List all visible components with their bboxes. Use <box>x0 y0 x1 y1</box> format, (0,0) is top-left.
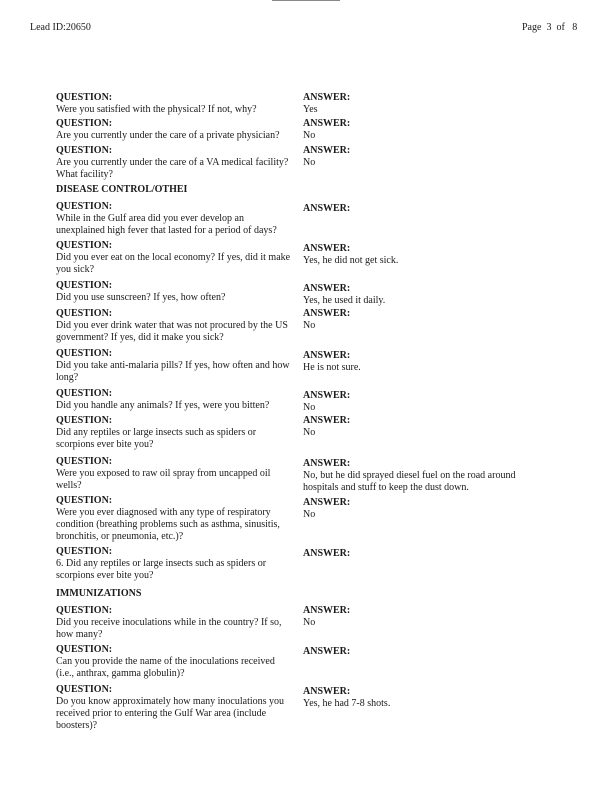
question-label: QUESTION: <box>56 201 113 212</box>
question-text: Are you currently under the care of a VA medical facility? What facility? <box>56 157 289 180</box>
question-label: QUESTION: <box>56 348 113 359</box>
answer-label: ANSWER: <box>303 350 351 361</box>
page-word: Page <box>522 22 542 33</box>
question-block <box>56 308 291 344</box>
section-heading-disease-control: DISEASE CONTROL/OTHEI <box>56 184 188 195</box>
question-text: Were you satisfied with the physical? If not, why? <box>56 104 257 115</box>
question-label: QUESTION: <box>56 145 113 156</box>
question-text: While in the Gulf area did you ever develop an unexplained high fever that lasted for a period of days? <box>56 213 277 236</box>
question-block <box>56 415 291 451</box>
question-block <box>56 201 291 237</box>
question-label: QUESTION: <box>56 415 113 426</box>
question-text: Did you use sunscreen? If yes, how often? <box>56 292 226 303</box>
answer-label: ANSWER: <box>303 92 351 103</box>
question-text: Did any reptiles or large insects such as spiders or scorpions ever bite you? <box>56 427 257 450</box>
question-label: QUESTION: <box>56 546 113 557</box>
question-text: 6. Did any reptiles or large insects such as spiders or scorpions ever bite you? <box>56 558 267 581</box>
answer-text: No <box>303 157 316 168</box>
question-label: QUESTION: <box>56 92 113 103</box>
question-block <box>56 684 291 732</box>
answer-block <box>303 283 543 307</box>
question-text: Did you handle any animals? If yes, were you bitten? <box>56 400 270 411</box>
answer-text: He is not sure. <box>303 362 361 373</box>
question-text: Were you exposed to raw oil spray from uncapped oil wells? <box>56 468 271 491</box>
answer-block <box>303 243 543 267</box>
answer-text: Yes, he had 7-8 shots. <box>303 698 391 709</box>
answer-label: ANSWER: <box>303 390 351 401</box>
question-block <box>56 546 291 582</box>
section-heading-immunizations: IMMUNIZATIONS <box>56 588 142 599</box>
question-block <box>56 145 291 181</box>
top-rule <box>272 0 340 1</box>
question-label: QUESTION: <box>56 118 113 129</box>
answer-block <box>303 686 543 710</box>
question-block <box>56 644 291 680</box>
page-number: 3 <box>546 22 552 33</box>
question-label: QUESTION: <box>56 644 113 655</box>
answer-text: Yes, he used it daily. <box>303 295 386 306</box>
question-label: QUESTION: <box>56 240 113 251</box>
question-text: Do you know approximately how many inoculations you received prior to entering the Gulf War area (include boosters)? <box>56 696 285 731</box>
question-text: Did you ever drink water that was not procured by the US government? If yes, did it make you sick? <box>56 320 288 343</box>
answer-label: ANSWER: <box>303 497 351 508</box>
answer-block <box>303 203 543 215</box>
question-block <box>56 118 291 142</box>
question-text: Were you ever diagnosed with any type of respiratory condition (breathing problems such as asthma, sinusitis, bronchitis, or pneumonia, etc.)? <box>56 507 280 542</box>
question-label: QUESTION: <box>56 388 113 399</box>
page-total: 8 <box>572 22 578 33</box>
answer-block <box>303 646 543 658</box>
question-block <box>56 388 291 412</box>
question-text: Did you take anti-malaria pills? If yes, how often and how long? <box>56 360 290 383</box>
answer-block <box>303 605 543 629</box>
answer-text: No <box>303 130 316 141</box>
question-block <box>56 456 291 492</box>
answer-label: ANSWER: <box>303 646 351 657</box>
answer-text: No <box>303 509 316 520</box>
question-label: QUESTION: <box>56 605 113 616</box>
of-word: of <box>556 22 565 33</box>
answer-text: No <box>303 402 316 413</box>
answer-label: ANSWER: <box>303 243 351 254</box>
answer-block <box>303 145 543 169</box>
question-block <box>56 495 291 543</box>
answer-label: ANSWER: <box>303 458 351 469</box>
answer-label: ANSWER: <box>303 118 351 129</box>
question-text: Did you ever eat on the local economy? If yes, did it make you sick? <box>56 252 291 275</box>
question-block <box>56 280 291 304</box>
answer-block <box>303 415 543 439</box>
answer-block <box>303 350 543 374</box>
question-label: QUESTION: <box>56 308 113 319</box>
question-label: QUESTION: <box>56 495 113 506</box>
answer-label: ANSWER: <box>303 145 351 156</box>
lead-id: Lead ID:20650 <box>30 22 91 33</box>
question-text: Are you currently under the care of a private physician? <box>56 130 280 141</box>
answer-text: No <box>303 427 316 438</box>
question-text: Did you receive inoculations while in the country? If so, how many? <box>56 617 282 640</box>
answer-label: ANSWER: <box>303 203 351 214</box>
answer-label: ANSWER: <box>303 308 351 319</box>
answer-text: Yes <box>303 104 318 115</box>
question-block <box>56 92 291 116</box>
question-label: QUESTION: <box>56 456 113 467</box>
answer-block <box>303 92 543 116</box>
question-text: Can you provide the name of the inoculations received (i.e., anthrax, gamma globulin)? <box>56 656 275 679</box>
answer-block <box>303 497 543 521</box>
page-indicator <box>522 22 577 34</box>
question-label: QUESTION: <box>56 280 113 291</box>
question-label: QUESTION: <box>56 684 113 695</box>
answer-block <box>303 548 543 560</box>
question-block <box>56 605 291 641</box>
question-block <box>56 348 291 384</box>
answer-label: ANSWER: <box>303 686 351 697</box>
answer-block <box>303 458 543 494</box>
answer-text: No <box>303 617 316 628</box>
answer-text: No <box>303 320 316 331</box>
answer-block <box>303 118 543 142</box>
answer-block <box>303 390 543 414</box>
answer-label: ANSWER: <box>303 415 351 426</box>
answer-label: ANSWER: <box>303 605 351 616</box>
answer-block <box>303 308 543 332</box>
answer-text: No, but he did sprayed diesel fuel on the road around hospitals and stuff to keep the dust down. <box>303 470 516 493</box>
answer-label: ANSWER: <box>303 283 351 294</box>
answer-text: Yes, he did not get sick. <box>303 255 399 266</box>
answer-label: ANSWER: <box>303 548 351 559</box>
question-block <box>56 240 291 276</box>
